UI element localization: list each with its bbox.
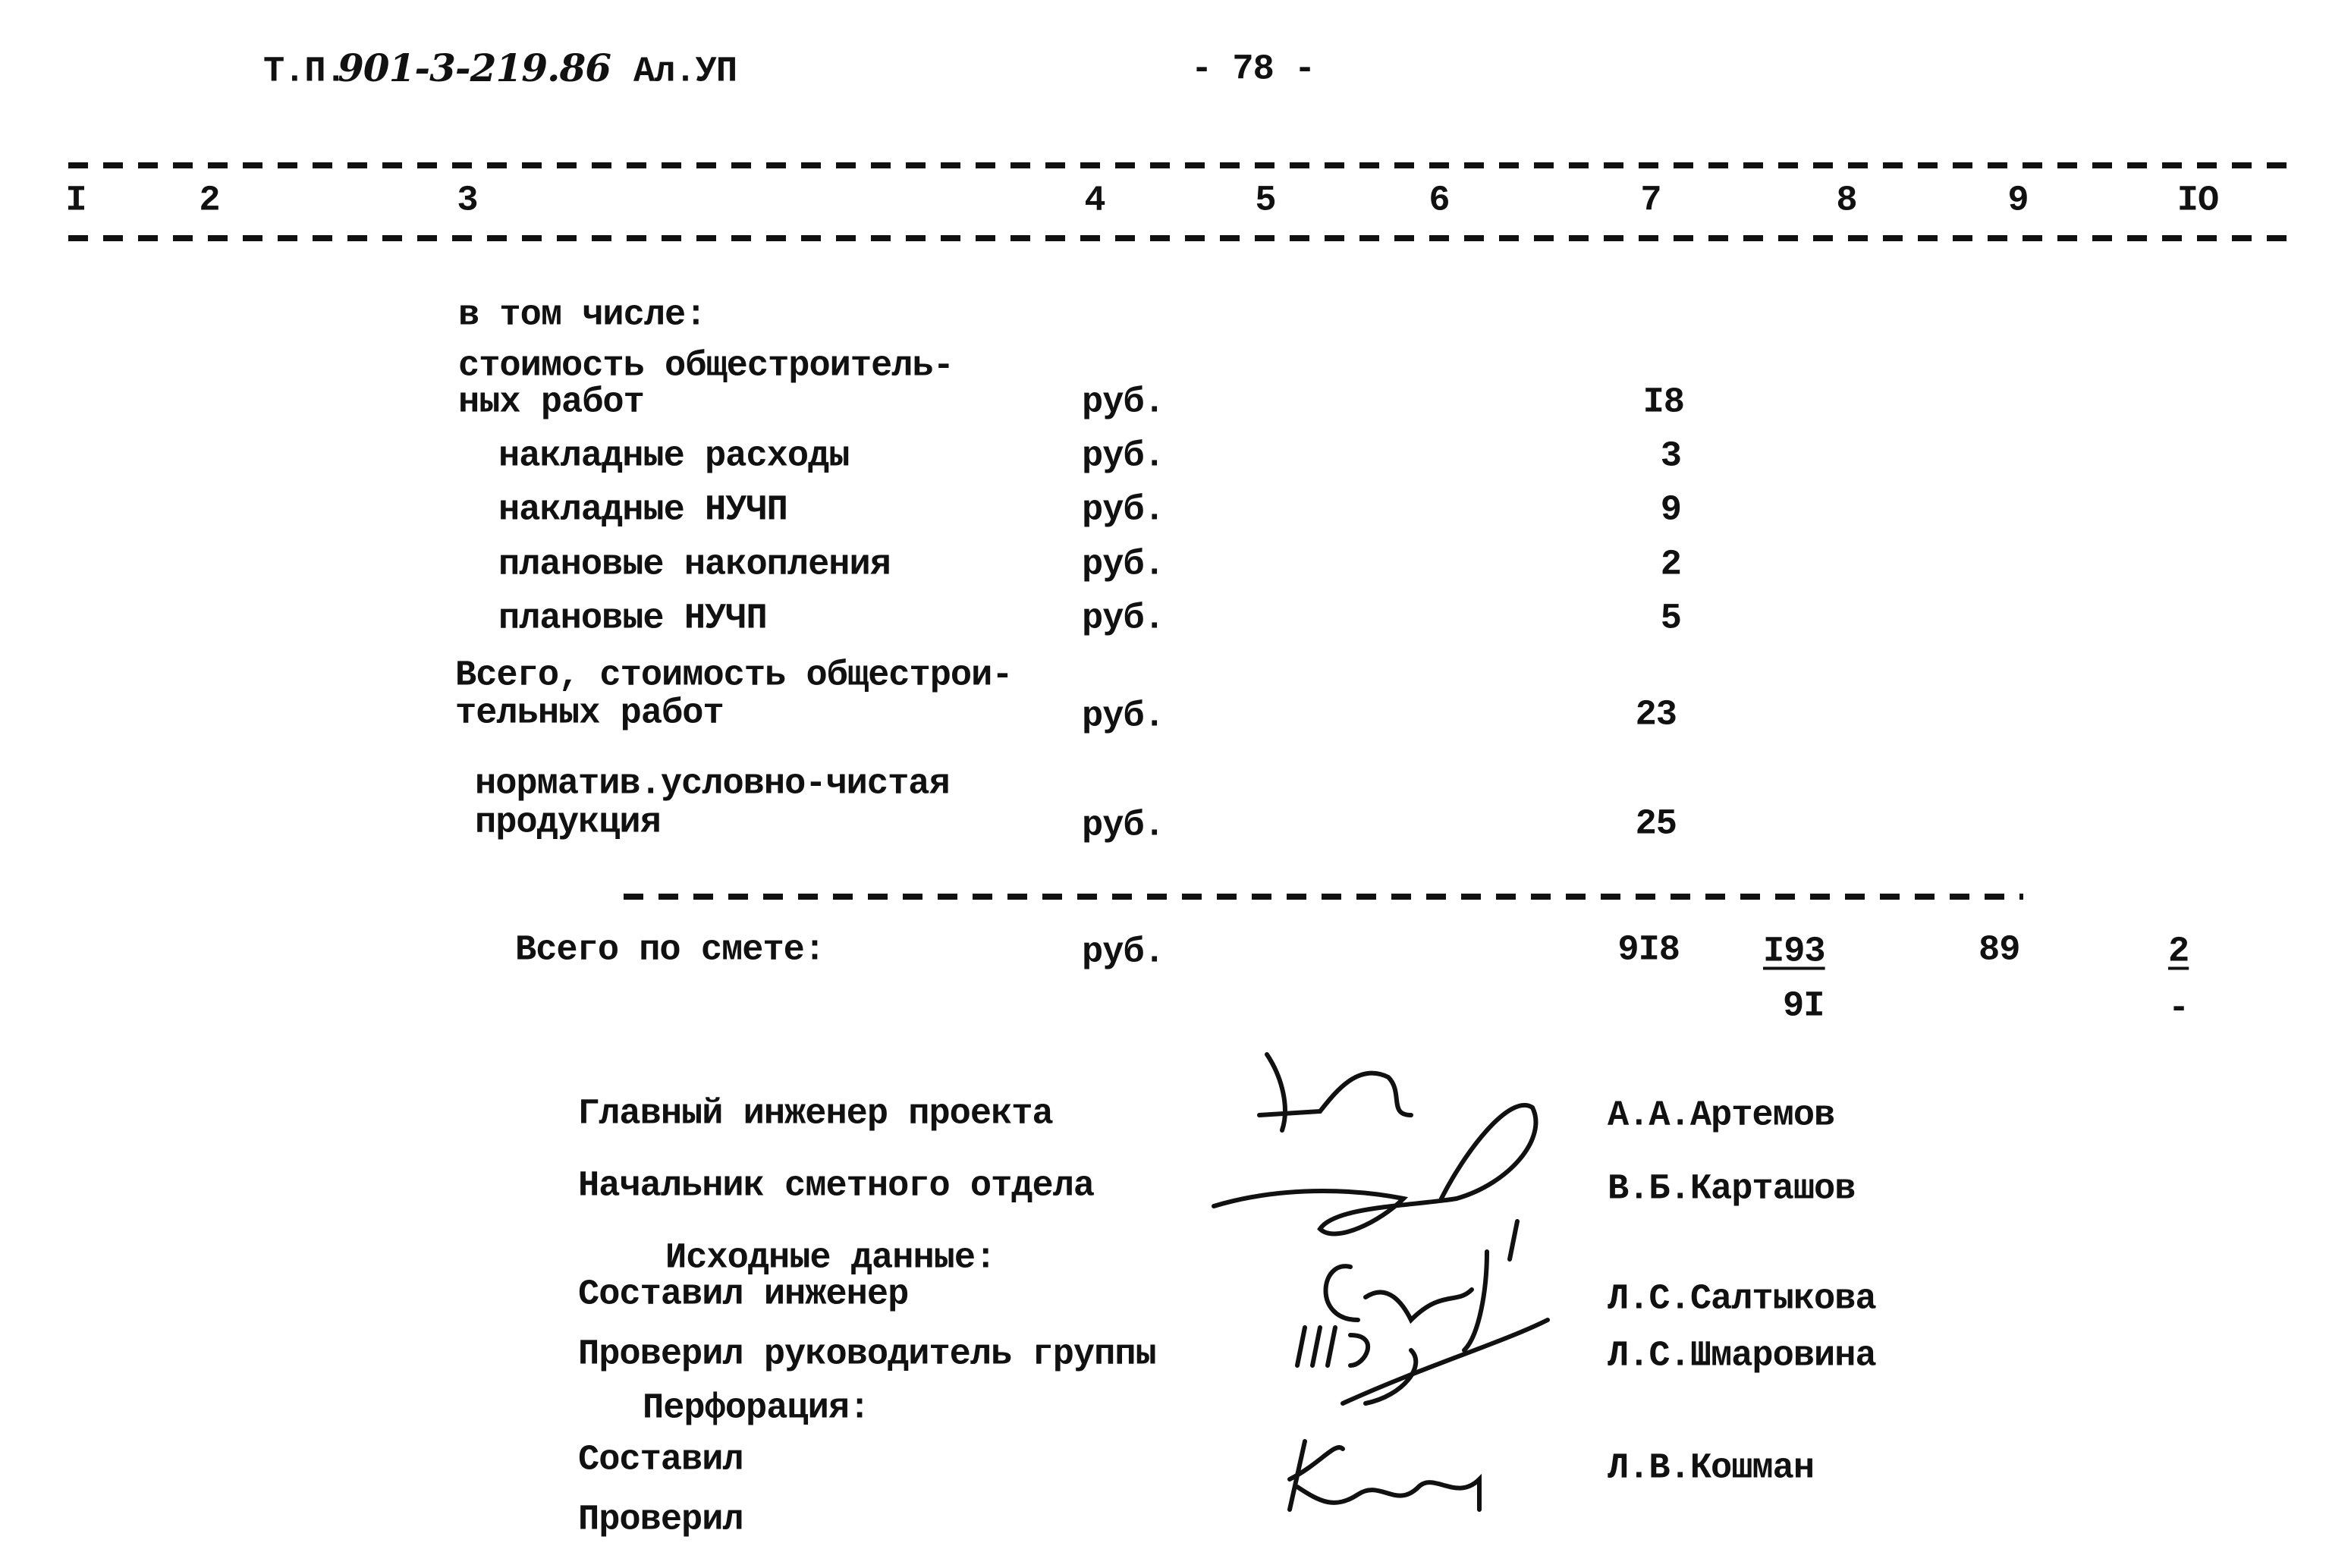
perf-checked-label: Проверил xyxy=(578,1500,743,1541)
col-header: 3 xyxy=(457,181,478,222)
page-number: - 78 - xyxy=(1191,49,1315,90)
checked-label: Проверил руководитель группы xyxy=(578,1334,1156,1375)
head-label: Начальник сметного отдела xyxy=(578,1166,1095,1207)
row-label: накладные НУЧП xyxy=(498,490,787,531)
total-col8-sub: 9I xyxy=(1783,986,1825,1027)
row-unit: руб. xyxy=(1082,599,1164,639)
col-header: 5 xyxy=(1255,181,1276,222)
chief-engineer-label: Главный инженер проекта xyxy=(578,1094,1053,1135)
row-unit: руб. xyxy=(1082,806,1164,847)
col-header: 6 xyxy=(1429,181,1450,222)
signature-artemov xyxy=(1259,1054,1411,1130)
total-unit: руб. xyxy=(1082,932,1164,973)
compiled-label: Составил инженер xyxy=(578,1274,909,1315)
total-col10: 2 xyxy=(2168,932,2189,973)
row-label: Всего, стоимость общестрои- xyxy=(455,655,1013,696)
total-label: Всего по смете: xyxy=(515,930,825,971)
row-value: 25 xyxy=(1635,804,1677,845)
doc-number: 901-3-219.86 xyxy=(338,46,611,90)
row-label: плановые НУЧП xyxy=(498,599,767,639)
total-col8: I93 xyxy=(1763,932,1825,973)
col-header: 8 xyxy=(1836,181,1857,222)
row-unit: руб. xyxy=(1082,436,1164,477)
signature-saltykova xyxy=(1326,1221,1518,1350)
chief-engineer-name: А.А.Артемов xyxy=(1608,1095,1835,1136)
row-value: 3 xyxy=(1660,436,1681,477)
row-label: ных работ xyxy=(458,382,644,423)
perf-compiled-name: Л.В.Кошман xyxy=(1608,1448,1815,1489)
col-header: 2 xyxy=(199,181,220,222)
row-value: 9 xyxy=(1660,490,1681,531)
row-label: тельных работ xyxy=(455,693,724,734)
row-label: норматив.условно-чистая xyxy=(475,764,950,805)
row-unit: руб. xyxy=(1082,490,1164,531)
row-label: продукция xyxy=(475,803,661,844)
checked-name: Л.С.Шмаровина xyxy=(1608,1336,1876,1377)
row-unit: руб. xyxy=(1082,545,1164,586)
row-value: I8 xyxy=(1642,382,1684,423)
col-header: 4 xyxy=(1084,181,1105,222)
head-name: В.Б.Карташов xyxy=(1608,1169,1856,1210)
row-label: в том числе: xyxy=(458,295,706,336)
signature-shmarovina xyxy=(1297,1320,1548,1403)
signature-koshman xyxy=(1290,1441,1479,1510)
row-value: 2 xyxy=(1660,545,1681,586)
row-label: накладные расходы xyxy=(498,436,850,477)
row-unit: руб. xyxy=(1082,696,1164,737)
doc-code: Т.П. xyxy=(263,52,346,93)
total-col7: 9I8 xyxy=(1617,930,1680,971)
perf-compiled-label: Составил xyxy=(578,1440,743,1481)
total-col9: 89 xyxy=(1979,930,2020,971)
source-data-heading: Исходные данные: xyxy=(665,1238,996,1279)
col-header: IO xyxy=(2177,181,2219,222)
row-unit: руб. xyxy=(1082,382,1164,423)
row-value: 23 xyxy=(1635,695,1677,736)
album-number: Ал.УП xyxy=(633,52,737,93)
col-header: I xyxy=(65,181,86,222)
compiled-name: Л.С.Салтыкова xyxy=(1608,1279,1876,1320)
col-header: 9 xyxy=(2007,181,2029,222)
col-header: 7 xyxy=(1640,181,1661,222)
row-label: стоимость общестроитель- xyxy=(458,346,954,387)
perforation-heading: Перфорация: xyxy=(643,1388,870,1429)
signature-kartashov xyxy=(1214,1105,1535,1234)
row-value: 5 xyxy=(1660,599,1681,639)
row-label: плановые накопления xyxy=(498,545,891,586)
total-col10-sub: - xyxy=(2168,988,2189,1029)
